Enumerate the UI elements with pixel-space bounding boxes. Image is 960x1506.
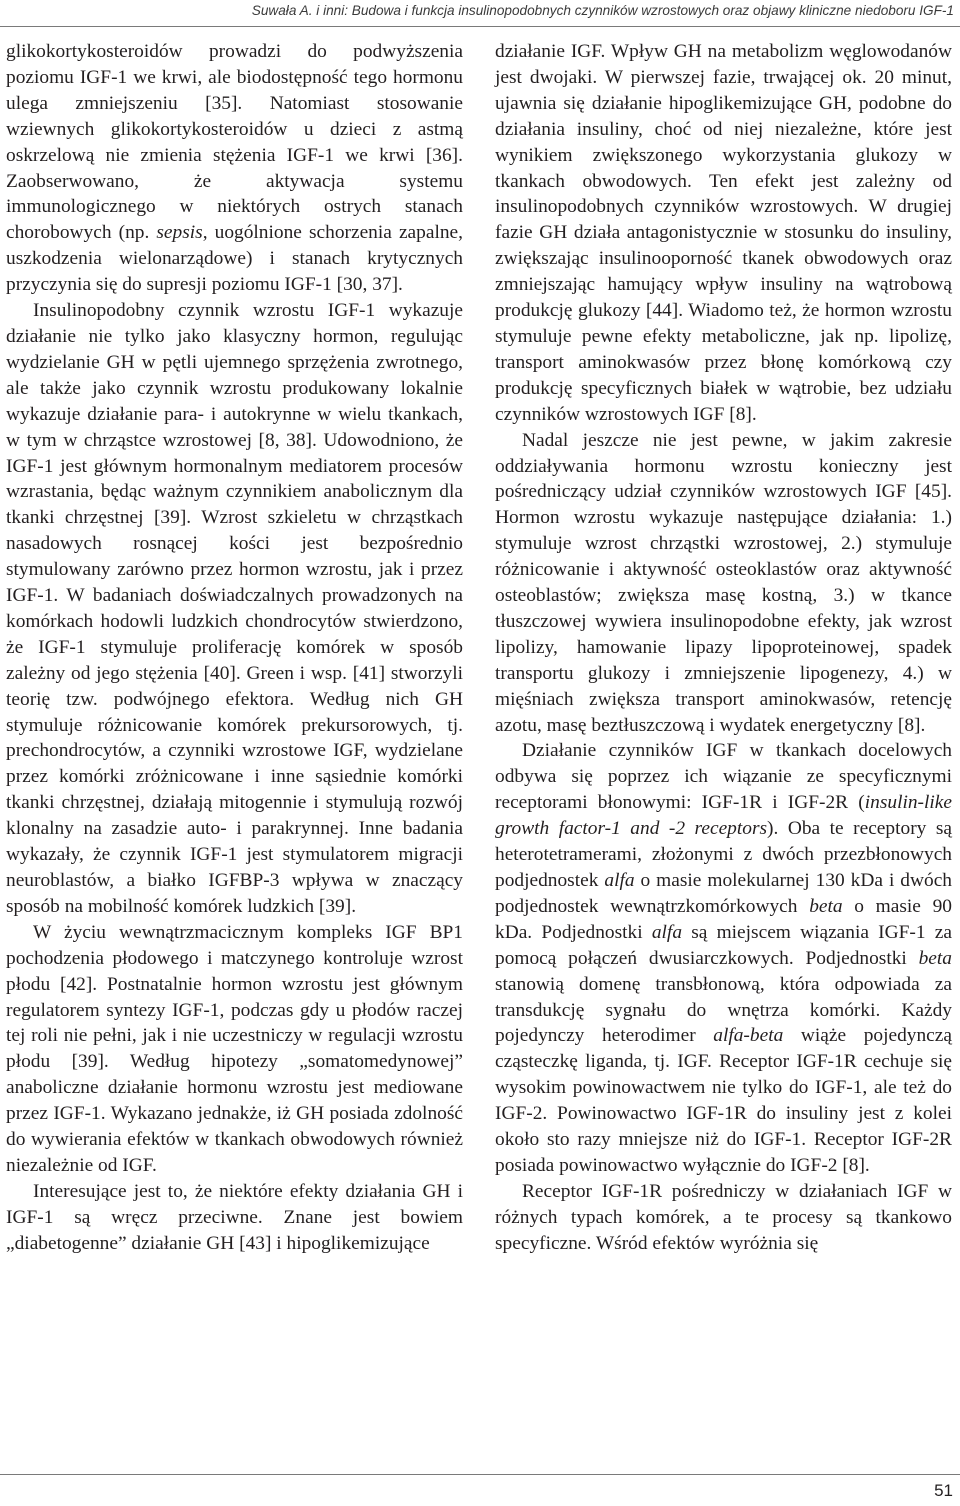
italic-term: insulin-like growth factor-1 and -2 receptors	[495, 792, 952, 840]
left-column	[6, 39, 463, 1257]
text-run: glikokortykosteroidów prowadzi do podwyższenia poziomu IGF-1 we krwi, ale biodostępność tego hormonu ulega zmniejszeniu [35]. Natomiast stosowanie wziewnych glikokortykosteroidów u dzieci z astmą oskrzelową nie zmienia stężenia IGF-1 we krwi [36]. Zaobserwowano, że aktywacja systemu immunologicznego w niektórych ostrych stanach chorobowych (np.	[6, 41, 463, 244]
right-column	[495, 39, 952, 1257]
italic-term: alfa	[651, 921, 683, 943]
text-run: , uogólnione schorzenia zapalne, uszkodzenia wielonarządowe) i stanach krytycznych przyczynia się do supresji poziomu IGF-1 [30, 37].	[6, 222, 463, 296]
italic-term: sepsis	[156, 222, 203, 244]
text-run: wiąże pojedynczą cząsteczkę liganda, tj. IGF. Receptor IGF-1R cechuje się wysokim powinowactwem nie tylko do IGF-1, ale też do IGF-2. Powinowactwo IGF-1R do insuliny jest z kolei około sto razy mniejsze niż do IGF-1. Receptor IGF-2R posiada powinowactwo wyłącznie do IGF-2 [8].	[495, 1025, 952, 1176]
italic-term: alfa	[604, 870, 635, 891]
footer-divider	[0, 1474, 960, 1475]
text-run: stanowią domenę transbłonową, która odpowiada za transdukcję sygnału do wnętrza komórki. Każdy pojedynczy heterodimer	[495, 973, 952, 1047]
italic-term: beta	[918, 947, 952, 969]
running-header: Suwała A. i inni: Budowa i funkcja insulinopodobnych czynników wzrostowych oraz objawy kliniczne niedoboru IGF-1	[251, 3, 954, 18]
text-run: o masie 90 kDa. Podjednostki	[495, 895, 952, 943]
text-run: Działanie czynników IGF w tkankach docelowych odbywa się poprzez ich wiązanie ze specyficznymi receptorami błonowymi: IGF-1R i IGF-2R (	[495, 740, 952, 814]
paragraph: W życiu wewnątrzmacicznym kompleks IGF BP1 pochodzenia płodowego i matczynego kontroluje wzrost płodu [42]. Postnatalnie hormon wzrostu jest głównym regulatorem syntezy IGF-1, podczas gdy u płodów raczej tej roli nie pełni, jak i nie uczestniczy w regulacji wzrostu płodu [39]. Według hipotezy „somatomedynowej” anaboliczne działanie hormonu wzrostu jest mediowane przez IGF-1. Wykazano jednakże, iż GH posiada zdolność do wywierania efektów w tkankach obwodowych również niezależnie od IGF.	[6, 921, 463, 1176]
page-number: 51	[934, 1481, 953, 1500]
header-divider	[0, 26, 960, 27]
paragraph: Receptor IGF-1R pośredniczy w działaniach IGF w różnych typach komórek, a te procesy są tkankowo specyficzne. Wśród efektów wyróżnia się	[495, 1180, 952, 1254]
paragraph: Interesujące jest to, że niektóre efekty działania GH i IGF-1 są wręcz przeciwne. Znane jest bowiem „diabetogenne” działanie GH [43] i hipoglikemizujące	[6, 1180, 463, 1254]
text-run: są miejscem wiązania IGF-1 za pomocą połączeń dwusiarczkowych. Podjednostki	[495, 921, 952, 969]
paragraph: Insulinopodobny czynnik wzrostu IGF-1 wykazuje działanie nie tylko jako klasyczny hormon, regulując wydzielanie GH w pętli ujemnego sprzężenia zwrotnego, ale także jako czynnik wzrostu produkowany lokalnie wykazuje działanie para- i autokrynne w wielu tkankach, w tym w chrząstce wzrostowej [8, 38]. Udowodniono, że IGF-1 jest głównym hormonalnym mediatorem procesów wzrastania, będąc ważnym czynnikiem anabolicznym dla tkanki chrzęstnej [39]. Wzrost szkieletu w chrząstkach nasadowych rosnącej kości jest bezpośrednio stymulowany zarówno przez hormon wzrostu, jak i przez IGF-1. W badaniach doświadczalnych prowadzonych na komórkach hodowli ludzkich chondrocytów stwierdzono, że IGF-1 stymuluje proliferację komórek w sposób zależny od jego stężenia [40]. Green i wsp. [41] stworzyli teorię tzw. podwójnego efektora. Według nich GH stymuluje różnicowanie komórek prekursorowych, tj. prechondrocytów, a czynniki wzrostowe IGF, wydzielane przez komórki zróżnicowane i inne sąsiednie komórki tkanki chrzęstnej, działają mitogennie i stymulują rozwój klonalny na zasadzie auto- i parakrynnej. Inne badania wykazały, że czynnik IGF-1 jest stymulatorem migracji neuroblastów, a białko IGFBP-3 wpływa w znaczący sposób na mobilność komórek ludzkich [39].	[6, 300, 463, 917]
paragraph: działanie IGF. Wpływ GH na metabolizm węglowodanów jest dwojaki. W pierwszej fazie, trwającej ok. 20 minut, ujawnia się działanie hipoglikemizujące GH, podobne do działania insuliny, choć od niej niezależne, które jest wynikiem zwiększonego wykorzystania glukozy w tkankach obwodowych. Ten efekt jest zależny od insulinopodobnych czynników wzrostowych. W drugiej fazie GH działa antagonistycznie w stosunku do insuliny, zwiększając insulinooporność tkanek obwodowych oraz zmniejszając hamujący wpływ insuliny na wątrobową produkcję glukozy [44]. Wiadomo też, że hormon wzrostu stymuluje pewne efekty metaboliczne, jak np. lipolizę, transport aminokwasów przez błonę komórkową czy produkcję specyficznych białek w wątrobie, bez udziału czynników wzrostowych IGF [8].	[495, 41, 952, 425]
text-run: o masie molekularnej 130 kDa i dwóch podjednostek wewnątrzkomórkowych	[495, 870, 953, 917]
paragraph	[495, 738, 952, 1178]
italic-term: alfa-beta	[713, 1025, 784, 1047]
italic-term: beta	[809, 895, 843, 917]
paragraph	[6, 39, 463, 298]
paragraph: Nadal jeszcze nie jest pewne, w jakim zakresie oddziaływania hormonu wzrostu konieczny jest pośredniczący udział czynników wzrostowych IGF [45]. Hormon wzrostu wykazuje następujące działania: 1.) stymuluje wzrost chrząstki wzrostowej, 2.) stymuluje różnicowanie i aktywność osteoklastów oraz aktywność osteoblastów; zwiększa masę kostną, 3.) w tkance tłuszczowej wywiera insulinopodobne efekty, jak wzrost lipolizy, hamowanie lipazy lipoproteinowej, spadek transportu glukozy i zmniejszenie lipogenezy, 4.) w mięśniach zwiększa transport aminokwasów, retencję azotu, masę beztłuszczową i wydatek energetyczny [8].	[495, 429, 952, 736]
text-run: ). Oba te receptory są heterotetramerami, złożonymi z dwóch przezbłonowych podjednostek	[495, 818, 952, 891]
